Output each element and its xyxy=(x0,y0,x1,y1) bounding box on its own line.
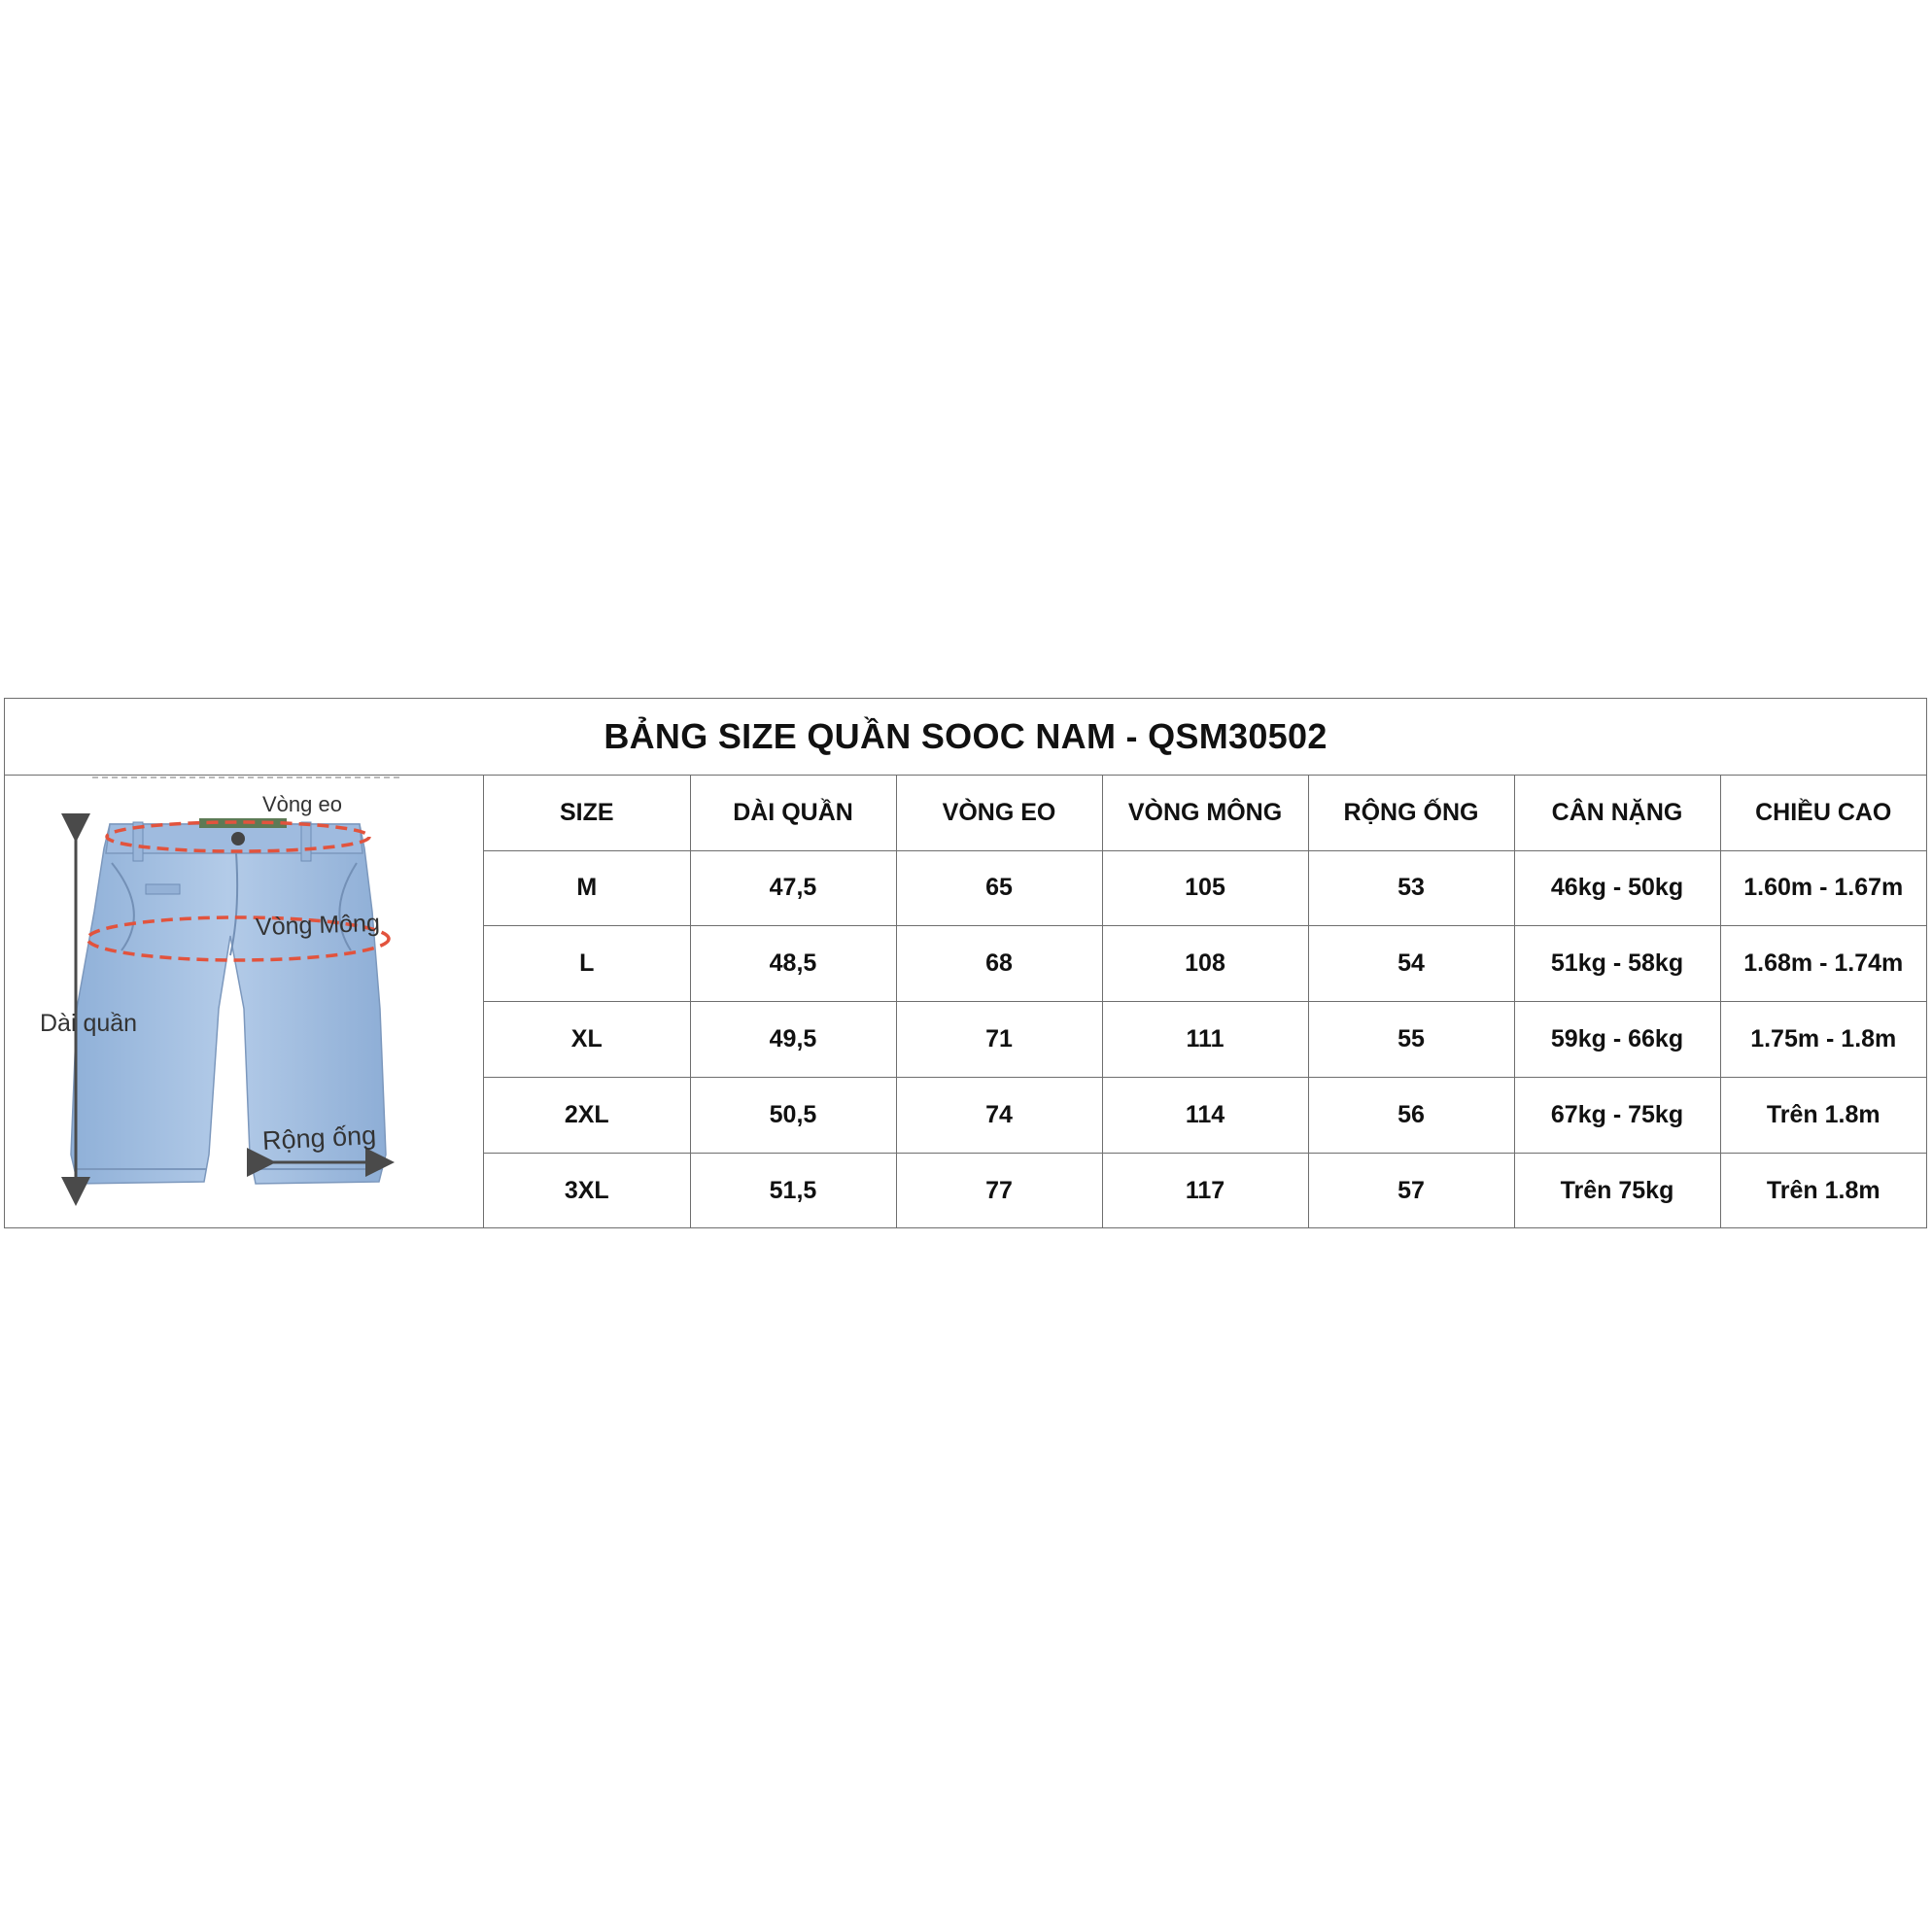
waist-label: Vòng eo xyxy=(262,792,342,816)
cell-height: Trên 1.8m xyxy=(1720,1077,1926,1153)
table-row xyxy=(484,1002,1926,1078)
table-row xyxy=(484,926,1926,1002)
length-label: Dài quần xyxy=(40,1010,138,1037)
cell-leg-opening: 56 xyxy=(1308,1077,1514,1153)
hip-label: Vòng Mông xyxy=(255,909,381,942)
cell-waist: 71 xyxy=(896,1002,1102,1078)
table-row xyxy=(484,1077,1926,1153)
cell-height: 1.60m - 1.67m xyxy=(1720,850,1926,926)
header-length: DÀI QUẦN xyxy=(690,776,896,850)
cell-length: 48,5 xyxy=(690,926,896,1002)
cell-size: 3XL xyxy=(484,1153,690,1228)
size-chart xyxy=(4,698,1927,1228)
cell-waist: 74 xyxy=(896,1077,1102,1153)
header-leg-opening: RỘNG ỐNG xyxy=(1308,776,1514,850)
cell-length: 47,5 xyxy=(690,850,896,926)
cell-size: M xyxy=(484,850,690,926)
cell-hip: 117 xyxy=(1102,1153,1308,1228)
header-weight: CÂN NẶNG xyxy=(1514,776,1720,850)
shorts-diagram xyxy=(5,776,484,1228)
chart-title: BẢNG SIZE QUẦN SOOC NAM - QSM30502 xyxy=(5,699,1926,776)
cell-hip: 111 xyxy=(1102,1002,1308,1078)
header-waist: VÒNG EO xyxy=(896,776,1102,850)
cell-weight: 67kg - 75kg xyxy=(1514,1077,1720,1153)
cell-height: 1.75m - 1.8m xyxy=(1720,1002,1926,1078)
leg-opening-label: Rộng ống xyxy=(261,1120,377,1156)
cell-leg-opening: 55 xyxy=(1308,1002,1514,1078)
cell-weight: 46kg - 50kg xyxy=(1514,850,1720,926)
cell-height: 1.68m - 1.74m xyxy=(1720,926,1926,1002)
header-height: CHIỀU CAO xyxy=(1720,776,1926,850)
cell-size: L xyxy=(484,926,690,1002)
header-hip: VÒNG MÔNG xyxy=(1102,776,1308,850)
cell-height: Trên 1.8m xyxy=(1766,1176,1880,1204)
cell-hip: 114 xyxy=(1102,1077,1308,1153)
cell-waist: 65 xyxy=(896,850,1102,926)
cell-waist: 77 xyxy=(896,1153,1102,1228)
size-table xyxy=(484,776,1926,1228)
cell-length: 51,5 xyxy=(690,1153,896,1228)
cell-size: 2XL xyxy=(484,1077,690,1153)
cell-hip: 108 xyxy=(1102,926,1308,1002)
cell-leg-opening: 57 xyxy=(1308,1153,1514,1228)
table-row xyxy=(484,1153,1926,1228)
cell-weight: 59kg - 66kg xyxy=(1514,1002,1720,1078)
cell-length: 49,5 xyxy=(690,1002,896,1078)
table-row xyxy=(484,850,1926,926)
cell-size: XL xyxy=(484,1002,690,1078)
cell-length: 50,5 xyxy=(690,1077,896,1153)
cell-leg-opening: 54 xyxy=(1308,926,1514,1002)
header-size: SIZE xyxy=(484,776,690,850)
cell-waist: 68 xyxy=(896,926,1102,1002)
cell-hip: 105 xyxy=(1102,850,1308,926)
cell-weight: 51kg - 58kg xyxy=(1514,926,1720,1002)
shorts-illustration xyxy=(5,776,484,1228)
table-header-row xyxy=(484,776,1926,850)
cell-weight: Trên 75kg xyxy=(1514,1153,1720,1228)
cell-leg-opening: 53 xyxy=(1308,850,1514,926)
